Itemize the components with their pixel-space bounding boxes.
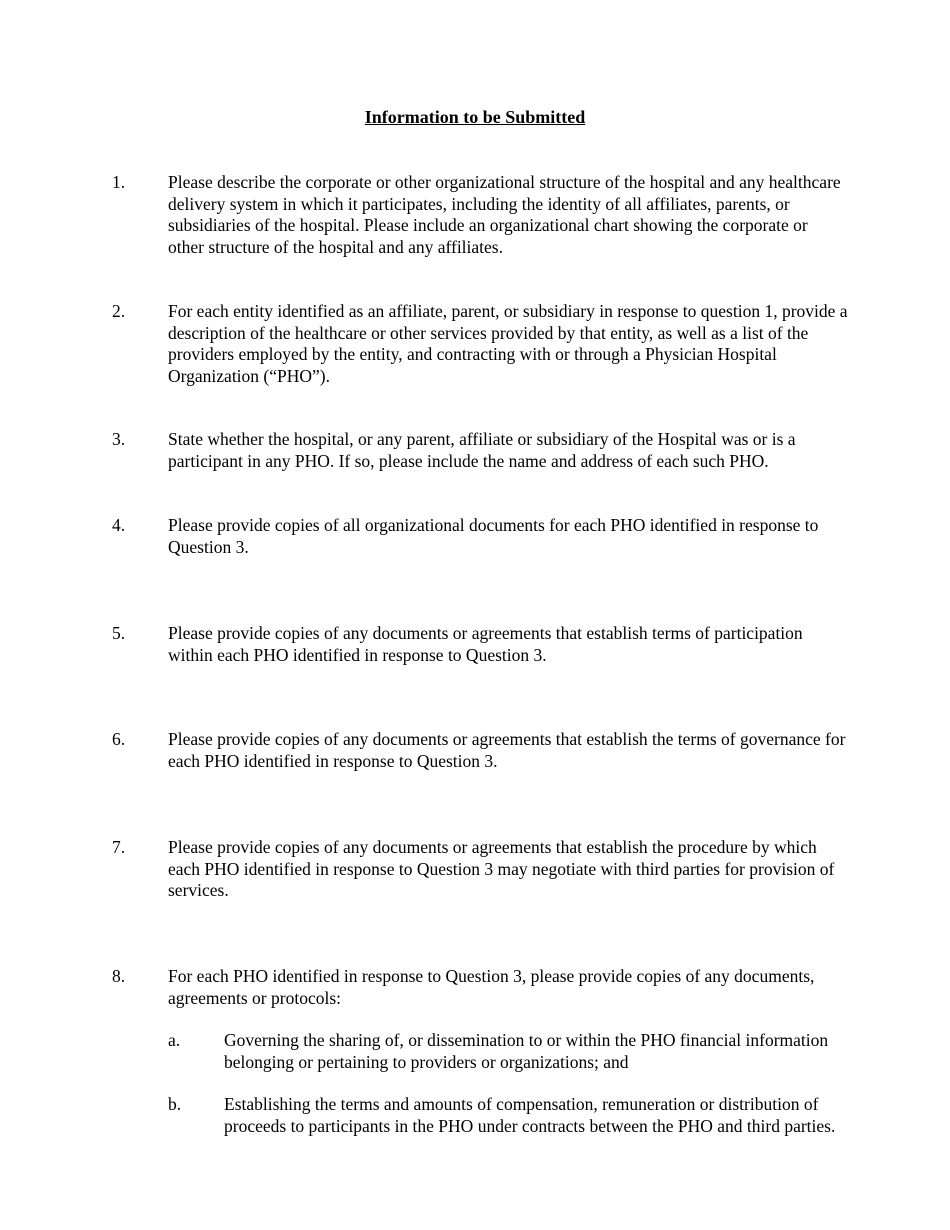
item-number: 8. bbox=[112, 966, 126, 986]
item-text: Please provide copies of any documents or agreements that establish the terms of governance for each PHO identified in response to Question 3. bbox=[168, 729, 846, 771]
item-text: Please provide copies of any documents or agreements that establish terms of participation within each PHO identified in response to Question 3. bbox=[168, 623, 803, 665]
sub-item-letter: a. bbox=[168, 1030, 181, 1050]
item-number: 3. bbox=[112, 429, 126, 449]
item-number: 7. bbox=[112, 837, 126, 857]
item-text: Please provide copies of any documents or agreements that establish the procedure by which each PHO identified in response to Question 3 may negotiate with third parties for provision of services. bbox=[168, 837, 835, 900]
item-number: 4. bbox=[112, 515, 126, 535]
item-number: 2. bbox=[112, 301, 126, 321]
sub-item-text: Establishing the terms and amounts of compensation, remuneration or distribution of proceeds to participants in the PHO under contracts between the PHO and third parties. bbox=[224, 1094, 836, 1136]
item-number: 6. bbox=[112, 729, 126, 749]
item-text: For each PHO identified in response to Question 3, please provide copies of any documents, agreements or protocols: bbox=[168, 966, 815, 1008]
item-number: 5. bbox=[112, 623, 126, 643]
item-text: For each entity identified as an affiliate, parent, or subsidiary in response to question 1, provide a description of the healthcare or other services provided by that entity, as well as a list of the providers employed by the entity, and contracting with or through a Physician Hospital Organization (“PHO”). bbox=[168, 301, 848, 386]
page-title: Information to be Submitted bbox=[364, 107, 586, 127]
sub-item-text: Governing the sharing of, or dissemination to or within the PHO financial information belonging or pertaining to providers or organizations; and bbox=[224, 1030, 829, 1072]
item-text: Please provide copies of all organizational documents for each PHO identified in response to Question 3. bbox=[168, 515, 819, 557]
item-number: 1. bbox=[112, 172, 126, 192]
item-text: Please describe the corporate or other organizational structure of the hospital and any healthcare delivery system in which it participates, including the identity of all affiliates, parents, or subsidiaries of the hospital. Please include an organizational chart showing the corporate or other structure of the hospital and any affiliates. bbox=[168, 172, 841, 257]
sub-item-letter: b. bbox=[168, 1094, 182, 1114]
item-text: State whether the hospital, or any parent, affiliate or subsidiary of the Hospital was or is a participant in any PHO. If so, please include the name and address of each such PHO. bbox=[168, 429, 796, 471]
